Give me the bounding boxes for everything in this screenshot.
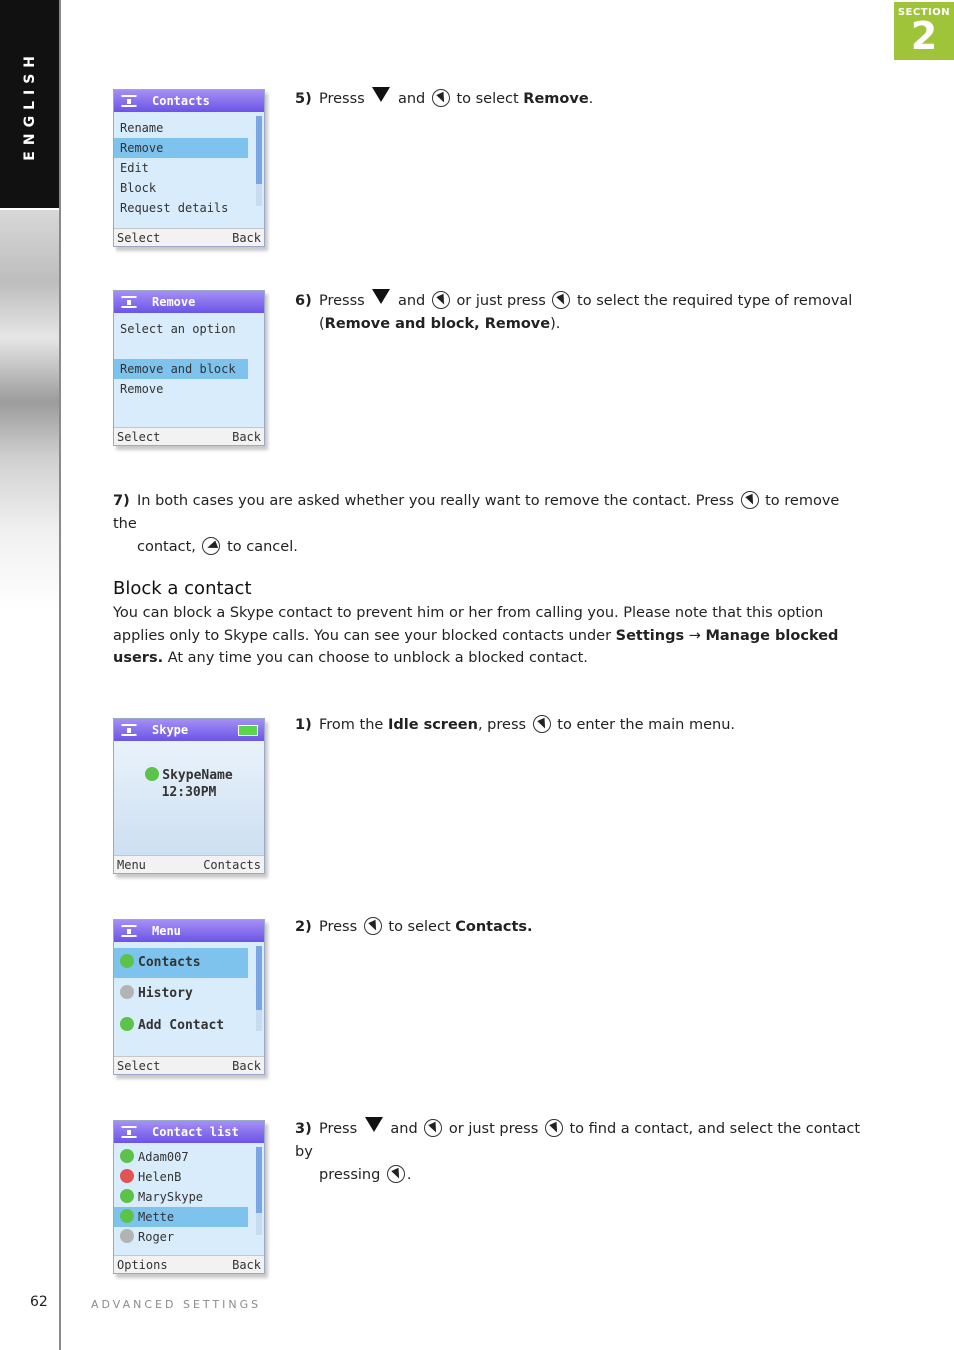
footer-label: ADVANCED SETTINGS	[91, 1298, 262, 1311]
contact-item: Roger	[114, 1227, 248, 1247]
menu-item-remove: Remove	[120, 382, 164, 396]
step-7: 7) In both cases you are asked whether you really want to remove the contact. Press to remove the contact, to cancel.	[113, 493, 840, 555]
phone-menu	[114, 112, 264, 218]
softkey-right: Back	[232, 231, 261, 245]
scrollbar	[256, 1147, 262, 1235]
phone-title: Menu	[152, 924, 181, 938]
section-heading: Block a contact	[113, 578, 252, 599]
phone-title: Remove	[152, 295, 196, 309]
block-step-1: 1) From the Idle screen, press to enter the main menu.	[295, 717, 736, 733]
scrollbar	[256, 116, 262, 206]
down-arrow-icon	[365, 1117, 383, 1132]
online-status-icon	[120, 1149, 134, 1163]
contact-item: MarySkype	[114, 1187, 248, 1207]
softkey-right: Back	[232, 1059, 261, 1073]
phone-screen-main-menu	[113, 919, 265, 1075]
menu-item-edit: Edit	[120, 161, 149, 175]
phone-screen-contact-list	[113, 1120, 265, 1274]
joystick-left-icon	[202, 537, 220, 555]
offline-status-icon	[120, 1229, 134, 1243]
phone-menu	[114, 1143, 264, 1247]
softkey-left: Select	[117, 1059, 161, 1073]
decorative-photo	[0, 210, 60, 610]
online-status-icon	[145, 767, 159, 781]
idle-info	[114, 741, 264, 800]
phone-title: Contact list	[152, 1125, 239, 1139]
joystick-icon	[545, 1119, 563, 1137]
softkey-left: Menu	[117, 858, 146, 872]
joystick-icon	[424, 1119, 442, 1137]
phone-screen-remove-menu	[113, 290, 265, 446]
battery-icon	[238, 725, 258, 736]
section-badge	[894, 2, 954, 60]
step-6: 6) Presss and or just press to select the required type of removal (Remove and block, Remove).	[295, 289, 855, 336]
softkey-right: Back	[232, 430, 261, 444]
phone-softkeys	[114, 1255, 264, 1273]
scrollbar	[256, 946, 262, 1031]
clock-icon	[120, 985, 134, 999]
menu-item-block: Block	[120, 181, 157, 195]
softkey-left: Select	[117, 430, 161, 444]
section-description: You can block a Skype contact to prevent him or her from calling you. Please note that this option applies only to Skype calls. You can see your blocked contacts under Settings → Manage blocked users. At any time you can choose to unblock a blocked contact.	[113, 605, 839, 666]
phone-title: Contacts	[152, 94, 210, 108]
signal-icon	[120, 296, 138, 308]
down-arrow-icon	[372, 289, 390, 304]
language-label: ENGLISH	[22, 49, 38, 161]
phone-title-bar	[114, 1121, 264, 1143]
phone-screen-idle	[113, 718, 265, 874]
menu-item-contacts: Contacts	[114, 948, 248, 978]
softkey-right: Back	[232, 1258, 261, 1272]
menu-item-history: History	[114, 978, 248, 1010]
signal-icon	[120, 95, 138, 107]
joystick-icon	[432, 89, 450, 107]
phone-title-bar	[114, 719, 264, 741]
busy-status-icon	[120, 1169, 134, 1183]
phone-softkeys	[114, 855, 264, 873]
menu-item-rename: Rename	[120, 121, 164, 135]
add-contact-icon	[120, 1017, 134, 1031]
online-status-icon	[120, 1209, 134, 1223]
menu-item-remove: Remove	[114, 138, 248, 158]
down-arrow-icon	[372, 87, 390, 102]
clock: 12:30PM	[161, 785, 217, 800]
joystick-icon	[364, 917, 382, 935]
joystick-icon	[387, 1165, 405, 1183]
phone-title-bar	[114, 90, 264, 112]
skype-name: SkypeName	[162, 768, 233, 783]
phone-menu	[114, 313, 264, 399]
softkey-left: Select	[117, 231, 161, 245]
step-5: 5) Presss and to select Remove.	[295, 87, 593, 111]
phone-title-bar	[114, 291, 264, 313]
signal-icon	[120, 724, 138, 736]
signal-icon	[120, 925, 138, 937]
phone-softkeys	[114, 1056, 264, 1074]
contact-item: HelenB	[114, 1167, 248, 1187]
joystick-icon	[741, 491, 759, 509]
softkey-left: Options	[117, 1258, 168, 1272]
prompt-text: Select an option	[120, 322, 236, 336]
block-step-2: 2) Press to select Contacts.	[295, 919, 533, 935]
softkey-right: Contacts	[203, 858, 261, 872]
away-status-icon	[120, 1189, 134, 1203]
joystick-icon	[432, 291, 450, 309]
menu-item-remove-and-block: Remove and block	[114, 359, 248, 379]
contact-item-selected: Mette	[114, 1207, 248, 1227]
page-number: 62	[30, 1294, 48, 1310]
phone-screen-contacts-menu	[113, 89, 265, 247]
menu-item-request-details: Request details	[120, 201, 229, 215]
signal-icon	[120, 1126, 138, 1138]
phone-menu	[114, 942, 264, 1042]
phone-softkeys	[114, 228, 264, 246]
margin-divider	[59, 0, 61, 1350]
block-step-3: 3) Press and or just press to find a contact, and select the contact by pressing .	[295, 1117, 875, 1187]
joystick-icon	[552, 291, 570, 309]
phone-softkeys	[114, 427, 264, 445]
phone-title-bar	[114, 920, 264, 942]
contacts-icon	[120, 954, 134, 968]
section-label: SECTION	[897, 7, 951, 18]
joystick-icon	[533, 715, 551, 733]
section-number: 2	[910, 14, 938, 58]
contact-item: Adam007	[114, 1147, 248, 1167]
phone-title: Skype	[152, 723, 189, 737]
menu-item-add-contact: Add Contact	[114, 1010, 248, 1042]
